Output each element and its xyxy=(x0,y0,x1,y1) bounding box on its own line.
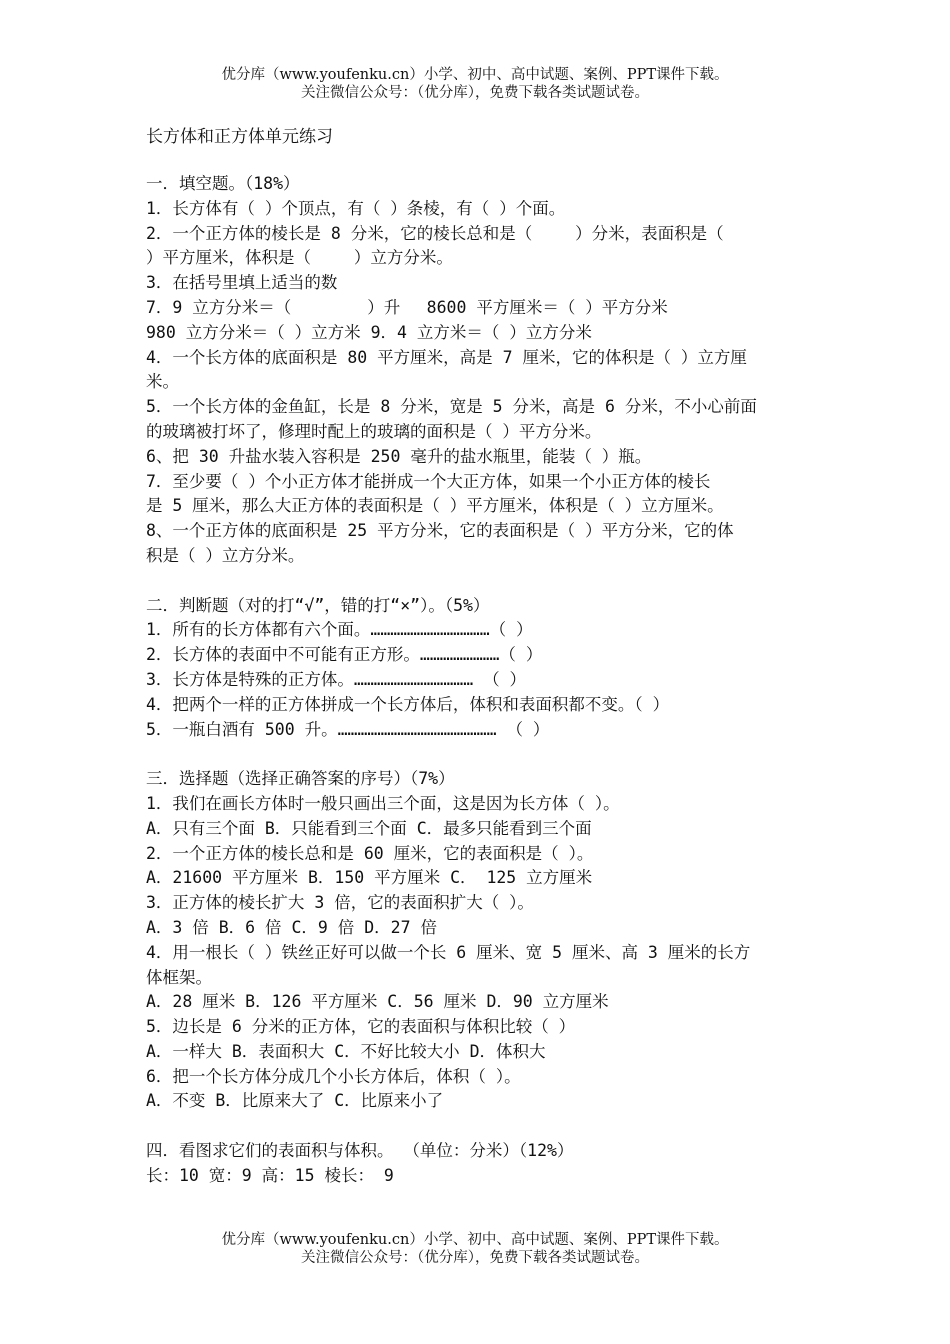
s1-line: 的玻璃被打坏了，修理时配上的玻璃的面积是（ ）平方分米。 xyxy=(146,421,602,441)
s3-line: A．21600 平方厘米 B．150 平方厘米 C． 125 立方厘米 xyxy=(146,868,593,888)
page-header xyxy=(0,66,950,102)
s1-line: 6、把 30 升盐水装入容积是 250 毫升的盐水瓶里，能装（ ）瓶。 xyxy=(146,446,652,466)
document-body xyxy=(146,172,811,1189)
header-line-2: 关注微信公众号：（优分库），免费下载各类试题试卷。 xyxy=(301,85,649,101)
section-4-heading: 四．看图求它们的表面积与体积。 （单位：分米）（12%） xyxy=(146,1141,574,1161)
page-footer xyxy=(0,1231,950,1267)
section-gap xyxy=(146,569,811,594)
s3-line: 体框架。 xyxy=(146,967,212,987)
s1-line: 8、一个正方体的底面积是 25 平方分米，它的表面积是（ ）平方分米，它的体 xyxy=(146,521,734,541)
s1-line: 积是（ ）立方分米。 xyxy=(146,545,305,565)
s4-line: 长：10 宽：9 高：15 棱长： 9 xyxy=(146,1165,394,1185)
s3-line: 6．把一个长方体分成几个小长方体后，体积（ ）。 xyxy=(146,1066,521,1086)
section-gap xyxy=(146,1114,811,1139)
s3-line: 2．一个正方体的棱长总和是 60 厘米，它的表面积是（ ）。 xyxy=(146,843,594,863)
s3-line: A．一样大 B．表面积大 C．不好比较大小 D．体积大 xyxy=(146,1041,546,1061)
s2-line: 1．所有的长方体都有六个面。………………………………（ ） xyxy=(146,620,533,640)
s1-line: 7．至少要（ ）个小正方体才能拼成一个大正方体，如果一个小正方体的棱长 xyxy=(146,471,711,491)
s3-line: 3．正方体的棱长扩大 3 倍，它的表面积扩大（ ）。 xyxy=(146,893,534,913)
s3-line: A．只有三个面 B．只能看到三个面 C．最多只能看到三个面 xyxy=(146,818,592,838)
s1-line: 米。 xyxy=(146,372,179,392)
s3-line: A．28 厘米 B．126 平方厘米 C．56 厘米 D．90 立方厘米 xyxy=(146,992,609,1012)
s3-line: 4．用一根长（ ）铁丝正好可以做一个长 6 厘米、宽 5 厘米、高 3 厘米的长方 xyxy=(146,942,751,962)
s1-line: 3．在括号里填上适当的数 xyxy=(146,273,338,293)
s1-line: 2．一个正方体的棱长是 8 分米，它的棱长总和是（ ）分米，表面积是（ xyxy=(146,223,724,243)
s3-line: A．3 倍 B．6 倍 C．9 倍 D．27 倍 xyxy=(146,917,437,937)
s1-line: ）平方厘米，体积是（ ）立方分米。 xyxy=(146,248,453,268)
s1-line: 980 立方分米＝（ ）立方米 9．4 立方米＝（ ）立方分米 xyxy=(146,322,592,342)
s3-line: 1．我们在画长方体时一般只画出三个面，这是因为长方体（ ）。 xyxy=(146,793,620,813)
s1-line: 是 5 厘米，那么大正方体的表面积是（ ）平方厘米，体积是（ ）立方厘米。 xyxy=(146,496,724,516)
s1-line: 1．长方体有（ ）个顶点，有（ ）条棱，有（ ）个面。 xyxy=(146,198,566,218)
section-2-heading: 二．判断题（对的打“√”，错的打“×”）。（5%） xyxy=(146,595,490,615)
s1-line: 4．一个长方体的底面积是 80 平方厘米，高是 7 厘米，它的体积是（ ）立方厘 xyxy=(146,347,747,367)
s3-line: 5．边长是 6 分米的正方体，它的表面积与体积比较（ ） xyxy=(146,1017,576,1037)
header-line-1: 优分库（www.youfenku.cn）小学、初中、高中试题、案例、PPT课件下载。 xyxy=(221,67,729,83)
s1-line: 7．9 立方分米＝（ ）升 8600 平方厘米＝（ ）平方分米 xyxy=(146,297,668,317)
s2-line: 4．把两个一样的正方体拼成一个长方体后，体积和表面积都不变。（ ） xyxy=(146,694,670,714)
document-title: 长方体和正方体单元练习 xyxy=(146,127,333,147)
section-gap xyxy=(146,742,811,767)
footer-line-1: 优分库（www.youfenku.cn）小学、初中、高中试题、案例、PPT课件下载。 xyxy=(221,1232,729,1248)
s1-line: 5．一个长方体的金鱼缸，长是 8 分米，宽是 5 分米，高是 6 分米，不小心前面 xyxy=(146,397,757,417)
section-3-heading: 三．选择题（选择正确答案的序号）（7%） xyxy=(146,769,455,789)
s3-line: A．不变 B．比原来大了 C．比原来小了 xyxy=(146,1091,444,1111)
footer-line-2: 关注微信公众号：（优分库），免费下载各类试题试卷。 xyxy=(301,1250,649,1266)
s2-line: 3．长方体是特殊的正方体。……………………………… （ ） xyxy=(146,669,527,689)
s2-line: 2．长方体的表面中不可能有正方形。……………………（ ） xyxy=(146,645,543,665)
s2-line: 5．一瓶白酒有 500 升。………………………………………… （ ） xyxy=(146,719,550,739)
section-1-heading: 一．填空题。（18%） xyxy=(146,174,300,193)
